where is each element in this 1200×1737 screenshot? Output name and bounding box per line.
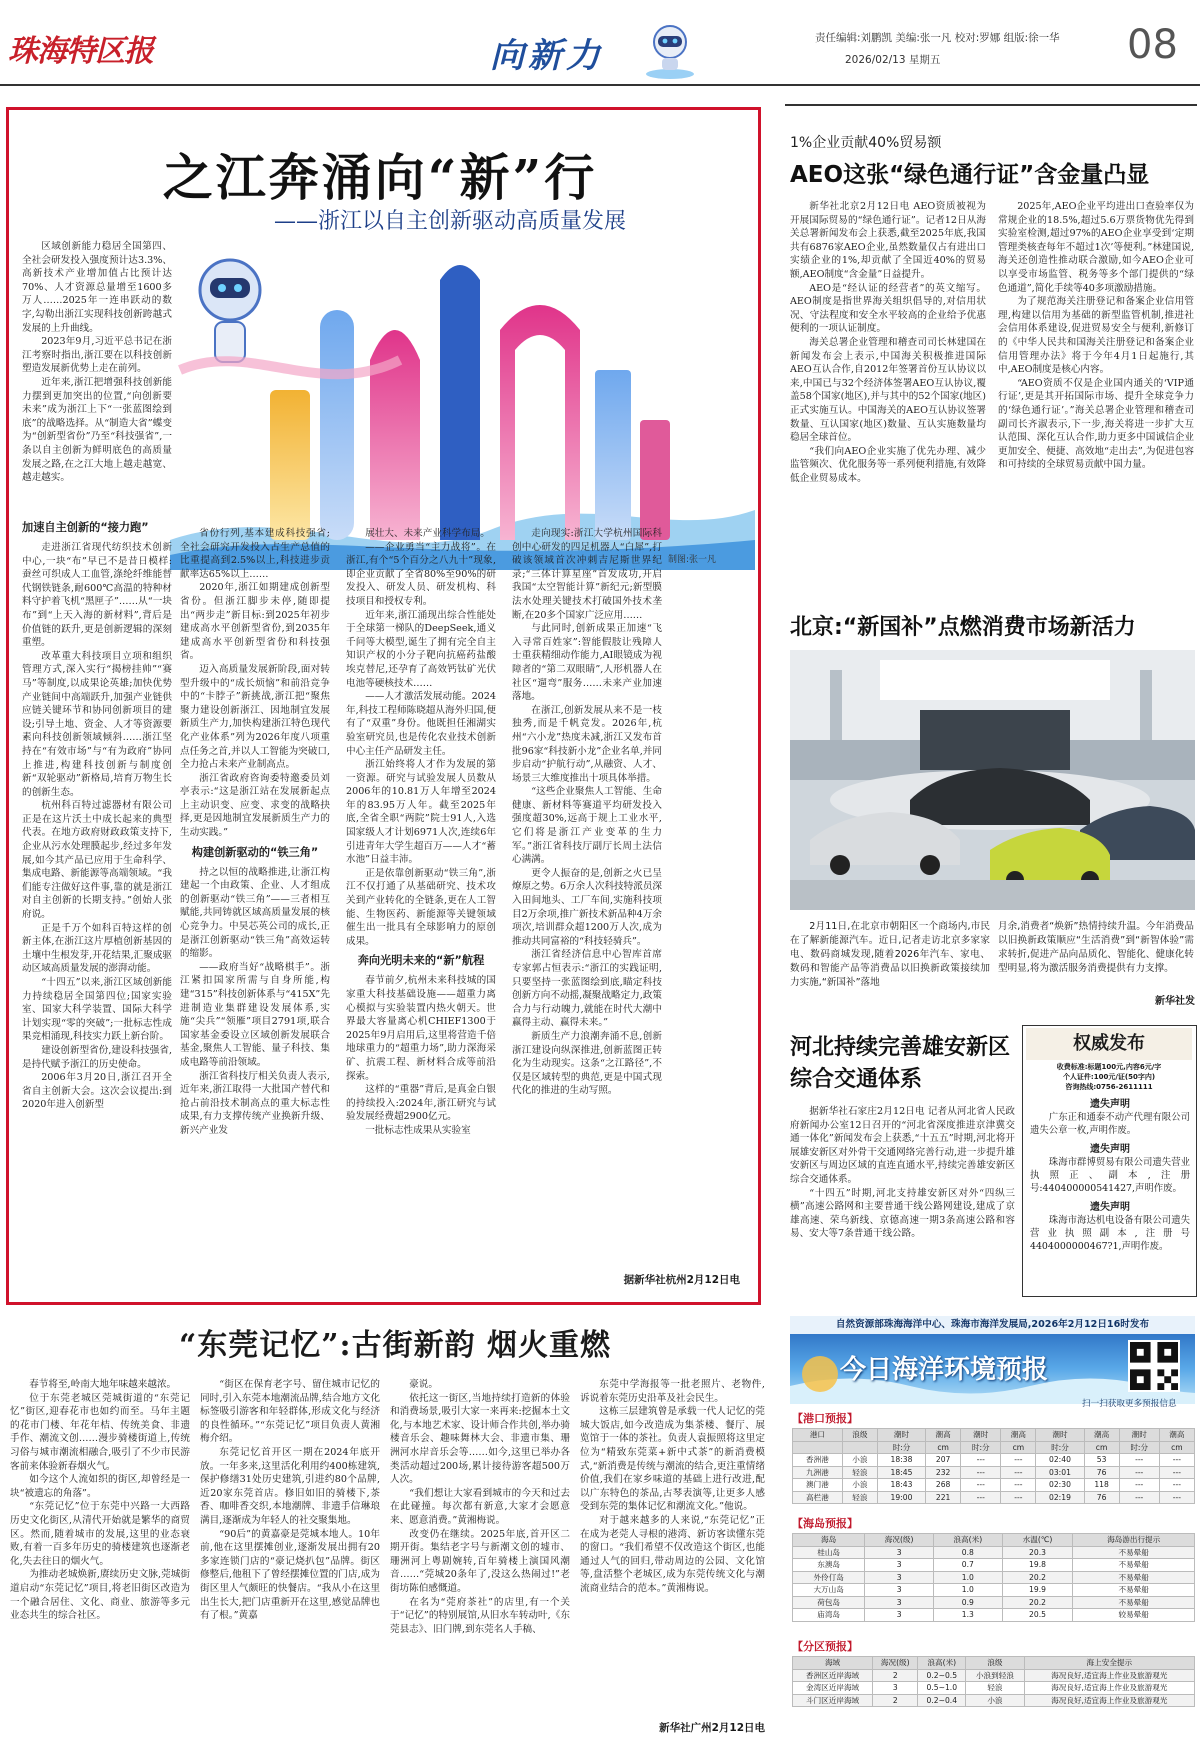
table-cell: 2 — [873, 1694, 918, 1707]
table-header-cell: 海岛 — [793, 1534, 865, 1547]
table-cell: 221 — [926, 1491, 961, 1504]
table-cell: 76 — [1084, 1466, 1119, 1479]
table-cell: 小浪 — [842, 1454, 877, 1467]
robot-icon — [640, 18, 700, 80]
beijing-caption-1: 2月11日,在北京市朝阳区一个商场内,市民在了解新能源汽车。近日,记者走访北京多家家电、数码商城发现,随着2026年汽车、家电、数码和智能产品等消费品以旧换新政策接续加力实施,“新国补”落地 — [790, 921, 990, 988]
table-cell: --- — [961, 1466, 1001, 1479]
issue-date: 2026/02/13 星期五 — [845, 54, 941, 66]
beijing-byline: 新华社发 — [1155, 996, 1195, 1007]
table-cell: 268 — [926, 1479, 961, 1492]
zone-forecast-table — [792, 1656, 1195, 1707]
beijing-headline: 北京:“新国补”点燃消费市场新活力 — [790, 615, 1136, 640]
table-cell: --- — [961, 1479, 1001, 1492]
table-cell: 不易晕船 — [1073, 1546, 1195, 1559]
table-cell: 3 — [865, 1584, 934, 1597]
table-cell: 19.8 — [1002, 1559, 1073, 1572]
table-cell: 九洲港 — [793, 1466, 843, 1479]
feature-dateline: 据新华社杭州2月12日电 — [623, 1274, 740, 1286]
dongguan-column-3: 豪说。 依托这一街区,当地持续打造新的体验和消费场景,吸引大家一来再来:挖掘本土文化,与本地艺术家、设计师合作共创,举办骑楼音乐会、趣味舞林大会、非遗市集、珊洲河水岸音乐会等……如今,这里已举办各类活动超过200场,累计接待游客超500万人次。 “我们想让大家看到城市的今天和过去在此碰撞。每次都有新意,大家才会愿意来、愿意消费。”黄湘梅说。 改变仍在继续。2025年底,首开区二期开街。集结老字号与新潮文创的墟市、珊洲河上粤剧婉转,百年骑楼上演国风潮音……“莞城20条年了,没这么热闹过!”老街坊陈伯感慨道。 在名为“莞府茶社”的店里,有一个关于“记忆”的特别展馆,从旧水车转动叶,《东莞县志》、旧门牌,到东莞名人手稿、 — [390, 1379, 570, 1635]
table-cell: 荷包岛 — [793, 1596, 865, 1609]
aeo-column-2: 2025年,AEO企业平均进出口查验率仅为常规企业的18.5%,超过5.6万票货物优先得到实验室检测,超过97%的AEO企业享受到‘定期管理类核查每年不超过1次’等便利。”林建国说,海关还创造性推动联合激励,如今AEO企业可以享受市场监管、税务等多个部门提供的“绿色通道”,简化手续等40多项激励措施。 为了规范海关注册登记和备案企业信用管理,构建以信用为基础的新型监管机制,推进社会信用体系建设,促进贸易安全与便利,新修订的《中华人民共和国海关注册登记和备案企业信用管理办法》将于今年4月1日起施行,其中,AEO制度是核心内容。 “AEO资质不仅是企业国内通关的‘VIP通行证’,更是其开拓国际市场、提升全球竞争力的‘绿色通行证’。”海关总署企业管理和稽查司副司长齐淑表示,下一步,海关将进一步扩大互认范围、深化互认合作,助力更多中国诚信企业更加安全、便捷、高效地“走出去”,为促进包容和可持续的全球贸易贡献中国力量。 — [998, 201, 1194, 471]
page-number: 08 — [1127, 22, 1178, 68]
table-row — [793, 1694, 1195, 1707]
dongguan-column-2: “街区在保育老字号、留住城市记忆的同时,引入东莞本地潮流品牌,结合地方文化标签吸引游客和年轻群体,形成文化与经济的良性循环。”“东莞记忆”项目负责人黄湘梅介绍。 东莞记忆首开区一期在2024年底开放。一年多来,这里活化利用约400栋建筑,保护修缮31处历史建筑,引进约80个品牌,近20家东莞首店。修旧如旧的骑楼下,茶香、咖啡香交织,本地潮牌、非遗手信琳琅满目,逐渐成为年轻人的社交聚集地。 “90后”的黄嘉豪是莞城本地人。10年前,他在这里摆摊创业,逐渐发展出拥有20多家连锁门店的“豪记烧扒包”品牌。街区修整后,他租下了曾经摆摊位置的门店,成为街区里人气颇旺的快餐店。“我从小在这里出生长大,把门店重新开在这里,感觉品牌也有了根。”黄嘉 — [200, 1379, 380, 1622]
port-forecast-table — [792, 1428, 1195, 1504]
port-forecast-label: 【港口预报】 — [792, 1412, 858, 1425]
section-heading: 构建创新驱动的“铁三角” — [191, 845, 319, 859]
header-divider — [0, 84, 1200, 86]
table-header-cell: 浪级 — [966, 1657, 1024, 1670]
table-cell: --- — [1001, 1491, 1036, 1504]
table-row — [793, 1479, 1195, 1492]
table-cell: 东澳岛 — [793, 1559, 865, 1572]
table-header-cell: 潮时 — [961, 1429, 1001, 1442]
table-cell: 轻浪 — [966, 1682, 1024, 1695]
table-cell: 232 — [926, 1466, 961, 1479]
table-row — [793, 1669, 1195, 1682]
table-cell: 18:45 — [877, 1466, 925, 1479]
aeo-headline: AEO这张“绿色通行证”含金量凸显 — [790, 162, 1150, 188]
table-cell: 海况良好,适宜海上作业及旅游观光 — [1024, 1694, 1194, 1707]
table-header-cell: cm — [1084, 1441, 1119, 1454]
table-cell: --- — [1159, 1454, 1194, 1467]
table-cell: 不易晕船 — [1073, 1559, 1195, 1572]
qr-code-icon[interactable] — [1128, 1340, 1180, 1392]
table-row — [793, 1584, 1195, 1597]
table-cell: 20.2 — [1002, 1571, 1073, 1584]
feature-column-4: 走向现实:浙江大学杭州国际科创中心研发的四足机器人“白犀”,打破该领域首次冲刺吉尼斯世界纪录;“三体计算星座”首发成功,开启我国“太空智能计算”新纪元;新型膜法水处理关键技术打破国外技术垄断,在20多个国家广泛应用…… 与此同时,创新成果正加速“飞入寻常百姓家”:智能假肢让残障人士重获精细动作能力,AI眼镜成为视障者的“第二双眼睛”,人形机器人在社区“遛弯”服务……未来产业加速落地。 在浙江,创新发展从来不是一枝独秀,而是千帆竞发。2026年,杭州“六小龙”热度未减,浙江又发布首批96家“科技新小龙”企业名单,并同步启动“护航行动”,从融资、人才、场景三大维度推出十项具体举措。 “这些企业聚焦人工智能、生命健康、新材料等赛道平均研发投入强度超30%,远高于规上工业水平,它们将是浙江产业变革的生力军。”浙江省科技厅副厅长周土法信心满满。 更令人振奋的是,创新之火已呈燎原之势。6万余人次科技特派员深入田间地头、工厂车间,实施科技项目2万余项,推广新技术新品种4万余项次,培训群众超1200万人次,成为推动共同富裕的“科技轻骑兵”。 浙江省经济信息中心智库首席专家郭占恒表示:“浙江的实践证明,只要坚持一张蓝图绘到底,瞄定科技创新方向不动摇,凝聚战略定力,政策合力与行动魄力,就能在时代大潮中赢得主动、赢得未来。” 新质生产力浪潮奔涌不息,创新浙江建设向纵深推进,创新蓝图正转化为生动现实。这条“之江路径”,不仅是区域转型的典范,更是中国式现代化的推进的生动写照。 — [512, 528, 662, 1097]
table-header-cell: 潮高 — [926, 1429, 961, 1442]
table-cell: 20.3 — [1002, 1546, 1073, 1559]
table-cell: 小浪 — [966, 1694, 1024, 1707]
dongguan-dateline: 新华社广州2月12日电 — [659, 1722, 765, 1734]
table-cell: 斗门区近岸海域 — [793, 1694, 873, 1707]
table-cell: --- — [1159, 1466, 1194, 1479]
table-row — [793, 1609, 1195, 1622]
masthead-logo: 珠海特区报 — [8, 34, 153, 69]
table-cell: 0.2~0.5 — [918, 1669, 966, 1682]
table-cell: 3 — [865, 1546, 934, 1559]
table-header-cell: 浪高(米) — [933, 1534, 1002, 1547]
table-cell: 小浪 — [842, 1479, 877, 1492]
table-cell: --- — [961, 1454, 1001, 1467]
island-forecast-label: 【海岛预报】 — [792, 1517, 858, 1530]
table-cell: 海况良好,适宜海上作业及旅游观光 — [1024, 1669, 1194, 1682]
table-cell: 18:43 — [877, 1479, 925, 1492]
table-cell: 02:40 — [1036, 1454, 1084, 1467]
feature-intro: 区域创新能力稳居全国第四、全社会研发投入强度预计达3.3%、高新技术产业增加值占比预计达70%、人才资源总量增至1600多万人……2025年一连串跃动的数字,勾勒出浙江实现科技创新跨越式发展的上升曲线。 2023年9月,习近平总书记在浙江考察时指出,浙江要在以科技创新塑造发展新优势上走在前列。 近年来,浙江把增强科技创新能力摆到更加突出的位置,“向创新要未来”成为浙江上下“一张蓝图绘到底”的战略选择。从“制造大省”蝶变为“创新型省份”乃至“科技强省”,一条以自主创新为鲜明底色的高质量发展之路,在之江大地上越走越宽、越走越实。 — [22, 241, 172, 484]
hebei-headline: 河北持续完善雄安新区综合交通体系 — [790, 1035, 1011, 1092]
table-row — [793, 1454, 1195, 1467]
table-header-cell: 时:分 — [1036, 1441, 1084, 1454]
table-cell: 20.2 — [1002, 1596, 1073, 1609]
table-cell: --- — [961, 1491, 1001, 1504]
table-cell: 02:30 — [1036, 1479, 1084, 1492]
table-cell: 桂山岛 — [793, 1546, 865, 1559]
section-heading: 奔向光明未来的“新”航程 — [357, 954, 485, 968]
table-cell: --- — [1119, 1466, 1159, 1479]
beijing-caption-2: 月余,消费者“焕新”热情持续升温。今年消费品以旧换新政策顺应“生活消费”到“新智体验”需求转折,促进产品向品质化、智能化、健康化转型明显,将为激活服务消费提供有力支撑。 — [998, 921, 1194, 974]
notices-pricing: 收费标准:标题100元,内容6元/字 个人证件:100元/证(50字内) 咨询热线:0756-2611111 — [1056, 1063, 1162, 1091]
feature-subheadline: ——浙江以自主创新驱动高质量发展 — [273, 209, 626, 234]
island-forecast-table — [792, 1533, 1195, 1622]
table-cell: 02:19 — [1036, 1491, 1084, 1504]
table-header-cell: 浪高(米) — [918, 1657, 966, 1670]
table-cell: --- — [1001, 1479, 1036, 1492]
table-row — [793, 1559, 1195, 1572]
table-cell: 118 — [1084, 1479, 1119, 1492]
table-cell: 76 — [1084, 1491, 1119, 1504]
table-header-cell: 潮时 — [1119, 1429, 1159, 1442]
table-header-cell: 时:分 — [877, 1441, 925, 1454]
table-cell: 3 — [865, 1571, 934, 1584]
table-cell: 0.5~1.0 — [918, 1682, 966, 1695]
table-header-cell: 海况(级) — [865, 1534, 934, 1547]
section-name: 向新力 — [490, 36, 604, 76]
table-cell: --- — [1159, 1479, 1194, 1492]
table-row — [793, 1571, 1195, 1584]
table-header-cell: 水温(℃) — [1002, 1534, 1073, 1547]
aeo-kicker: 1%企业贡献40%贸易额 — [790, 135, 942, 151]
notice-item: 遗失声明 珠海市海达机电设备有限公司遗失营业执照副本,注册号4404000000467?1,声明作废。 — [1030, 1202, 1190, 1252]
table-cell: 不易晕船 — [1073, 1584, 1195, 1597]
feature-headline: 之江奔涌向“新”行 — [162, 148, 598, 207]
table-row — [793, 1546, 1195, 1559]
table-cell: 轻浪 — [842, 1466, 877, 1479]
aeo-column-1: 新华社北京2月12日电 AEO资质被视为开展国际贸易的“绿色通行证”。记者12日从海关总署新闻发布会上获悉,截至2025年底,我国共有6876家AEO企业,虽然数量仅占有进出口实绩企业的1%,却贡献了全国近40%的贸易额,AEO制度“含金量”日益提升。 AEO是“经认证的经营者”的英文缩写。AEO制度是指世界海关组织倡导的,对信用状况、守法程度和安全水平较高的企业给予优惠便利的一项认证制度。 海关总署企业管理和稽查司司长林建国在新闻发布会上表示,中国海关积极推进国际AEO互认合作,自2012年签署首份互认协议以来,中国已与32个经济体签署AEO互认协议,覆盖58个国家(地区),并与其中的52个国家(地区)正式实施互认。中国海关的AEO互认协议签署数量、互认国家(地区)数量、互认实施数量均稳居全球首位。 “我们向AEO企业实施了优先办理、减少监管频次、优化服务等一系列便利措施,有效降低企业贸易成本。 — [790, 201, 986, 484]
column-divider — [785, 104, 1197, 106]
dongguan-column-4: 东莞中学海报等一批老照片、老物件,诉说着东莞历史沿革及社会民生。 这栋三层建筑曾是承载一代人记忆的莞城大饭店,如今改造成为集茶楼、餐厅、展览馆于一体的茶社。负责人袁振照将这里定位为“精致东莞菜+新中式茶”的新消费模式,“新消费是传统与潮流的结合,更注重情绪价值,我们在家乡味道的基础上进行改进,配以广东特色的茶品,古琴表演等,让更多人感受到东莞的集体记忆和潮流文化。”他说。 对于越来越多的人来说,“东莞记忆”正在成为老莞人寻根的港湾、新访客读懂东莞的窗口。“我们希望不仅改造这个街区,也能通过人气的回归,带动周边的公园、文化馆等,盘活整个老城区,成为东莞传统文化与潮流商业结合的范本。”黄湘梅说。 — [580, 1379, 765, 1594]
table-cell: 3 — [865, 1559, 934, 1572]
auto-show-photo — [790, 650, 1195, 910]
feature-column-1: 加速自主创新的“接力跑” 走进浙江省现代纺织技术创新中心,一块“布”早已不是昔日模样:蚕丝可织成人工血管,涤纶纤维能替代钢铁链条,耐600℃高温的特种材料守护着飞机“黑匣子”……从“一块布”到“上天入海的新材料”,背后是价值链的跃升,更是创新逻辑的深刻重塑。 改革重大科技项目立项和组织管理方式,深入实行“揭榜挂帅”“赛马”等制度,以成果论英雄;加快优势产业链间中高端跃升,加强产业链供应链关键环节和协同创新项目的建设;引导土地、资金、人才等资源要素向科技创新领域倾斜……浙江坚持在“有效市场”与“有为政府”协同上推进,构建科技创新与制度创新“双轮驱动”新格局,培育万物生长的创新生态。 杭州科百特过滤器材有限公司正是在这片沃土中成长起来的典型代表。在地方政府财政政策支持下,企业从污水处理膜起步,经过多年发展,如今其产品已应用于生命科学、集成电路、新能源等高端领域。“我们能专注做好这件事,靠的就是浙江对自主创新的长期支持。”创始人张府说。 正是千万个如科百特这样的创新主体,在浙江这片厚植创新基因的土壤中生根发芽,开花结果,汇聚成驱动区域高质量发展的澎湃动能。 “十四五”以来,浙江区域创新能力持续稳居全国第四位;国家实验室、国家大科学装置、国际大科学计划实现“零的突破”;一批标志性成果竞相涌现,科技实力跃上新台阶。 建设创新型省份,建设科技强省,是持代赋予浙江的历史使命。 2006年3月20日,浙江召开全省自主创新大会。这次会议提出:到2020年进入创新型 — [22, 515, 172, 1295]
table-cell: 2 — [873, 1669, 918, 1682]
table-cell: 澳门港 — [793, 1479, 843, 1492]
table-header-cell: 港口 — [793, 1429, 843, 1442]
table-header-cell — [842, 1441, 877, 1454]
table-header-cell: cm — [926, 1441, 961, 1454]
table-header-cell: 海上安全提示 — [1024, 1657, 1194, 1670]
table-cell: 大万山岛 — [793, 1584, 865, 1597]
table-cell: --- — [1159, 1491, 1194, 1504]
feature-column-2: 省份行列,基本建成科技强省;全社会研究开发投入占生产总值的比重提高到2.5%以上,科技进步贡献率达65%以上…… 2020年,浙江如期建成创新型省份。但浙江脚步未停,随即提出“两步走”新目标:到2025年初步建成高水平创新型省份,到2035年建成高水平创新型省份和科技强省。 迈入高质量发展新阶段,面对转型升级中的“成长烦恼”和前沿竞争中的“卡脖子”新挑战,浙江把“聚焦聚力建设创新浙江、因地制宜发展新质生产力,加快构建浙江特色现代化产业体系”列为2026年度八项重点任务之首,并以人工智能为突破口,全力抢占未来产业制高点。 浙江省政府咨询委特邀委员刘亭表示:“这是浙江站在发展新起点上主动识变、应变、求变的战略抉择,更是因地制宜发展新质生产力的生动实践。” 构建创新驱动的“铁三角” 持之以恒的战略推进,让浙江构建起一个由政策、企业、人才组成的创新驱动“铁三角”——三者相互赋能,共同铸就区域高质量发展的核心竞争力。中昊芯英公司的成长,正是浙江创新驱动“铁三角”高效运转的缩影。 ——政府当好“战略棋手”。浙江紧扣国家所需与自身所能,构建“315”科技创新体系与“415X”先进制造业集群建设发展体系,实施“尖兵”“领雁”项目2791项,联合国家基金委设立区域创新发展联合基金,聚焦人工智能、量子科技、集成电路等前沿领域。 浙江省科技厅相关负责人表示,近年来,浙江取得一大批国产替代和抢占前沿技术制高点的重大标志性成果,有力支撑传统产业换新升级、新兴产业发 — [180, 528, 330, 1136]
notices-header: 权威发布 — [1026, 1028, 1192, 1060]
table-cell: 1.0 — [933, 1584, 1002, 1597]
table-cell: 20.5 — [1002, 1609, 1073, 1622]
zone-forecast-label: 【分区预报】 — [792, 1640, 858, 1653]
hebei-body: 据新华社石家庄2月12日电 记者从河北省人民政府新闻办公室12日召开的“河北省深度推进京津冀交通一体化”新闻发布会上获悉,“十五五”时期,河北将开展雄安新区对外骨干交通网络完善行动,进一步提升雄安新区与周边区域的直连直通水平,持续完善雄安新区综合交通体系。 “十四五”时期,河北支持雄安新区对外“四纵三横”高速公路网和主要普通干线公路网建设,建成了京雄高速、荣乌新线、京德高速一期3条高速公路和容易、安大等7条普通干线公路。 — [790, 1106, 1015, 1240]
table-header-cell: 潮高 — [1159, 1429, 1194, 1442]
table-cell: 0.9 — [933, 1596, 1002, 1609]
table-cell: 香洲港 — [793, 1454, 843, 1467]
table-cell: --- — [1119, 1454, 1159, 1467]
table-cell: 53 — [1084, 1454, 1119, 1467]
feature-column-3: 展壮大、未来产业科学布局。 ——企业勇当“主力战将”。在浙江,有个“5个百分之八九十”现象,即企业贡献了全省80%至90%的研发投入、研发人员、研发机构、科技项目和授权专利。 近年来,浙江涌现出综合性能处于全球第一梯队的DeepSeek,通义千问等大模型,诞生了拥有完全自主知识产权的小分子靶向抗癌药盐酸埃克替尼,还孕育了高效钙钛矿光伏电池等硬核技术…… ——人才激活发展动能。2024年,科技工程师陈晓超从海外归国,便有了“双重”身份。他既担任湘湖实验室研究员,也是传化农业技术创新中心主任产品研发主任。 浙江始终将人才作为发展的第一资源。研究与试验发展人员数从2006年的10.81万人年增至2024年的83.95万人年。截至2025年底,全省全职“两院”院士91人,入选国家级人才计划6971人次,连续6年引进青年大学生超百万——人才“蓄水池”日益丰沛。 正是依靠创新驱动“铁三角”,浙江不仅打通了从基础研究、技术攻关到产业转化的全链条,更在人工智能、生物医药、新能源等关键领域催生出一批具有全球影响力的原创成果。 奔向光明未来的“新”航程 春节前夕,杭州未来科技城的国家重大科技基础设施——超重力离心模拟与实验装置内热火朝天。世界最大容量离心机CHIEF1300于2025年9月启用后,这里将营造千倍地球重力的“超重力场”,助力深海采矿、抗震工程、新材料合成等前沿探索。 这样的“重器”背后,是真金白银的持续投入:2024年,浙江研究与试验发展经费超2900亿元。 一批标志性成果从实验室 — [346, 528, 496, 1136]
table-header-cell: 时:分 — [1119, 1441, 1159, 1454]
table-cell: 0.2~0.4 — [918, 1694, 966, 1707]
dongguan-headline: “东莞记忆”:古街新韵 烟火重燃 — [178, 1328, 612, 1363]
table-cell: 较易晕船 — [1073, 1609, 1195, 1622]
table-row — [793, 1491, 1195, 1504]
table-cell: 海况良好,适宜海上作业及旅游观光 — [1024, 1682, 1194, 1695]
table-header-cell: 浪级 — [842, 1429, 877, 1442]
table-cell: 庙湾岛 — [793, 1609, 865, 1622]
table-header-cell: 时:分 — [961, 1441, 1001, 1454]
table-header-cell: 海域 — [793, 1657, 873, 1670]
notice-item: 遗失声明 广东正和通泰不动产代理有限公司遗失公章一枚,声明作废。 — [1030, 1099, 1190, 1136]
table-cell: 03:01 — [1036, 1466, 1084, 1479]
qr-caption: 扫一扫获取更多预报信息 — [1082, 1399, 1177, 1409]
table-cell: --- — [1119, 1491, 1159, 1504]
table-cell: 0.8 — [933, 1546, 1002, 1559]
dongguan-column-1: 春节将至,岭南大地年味越来越浓。 位于东莞老城区莞城街道的“东莞记忆”街区,迎春花市也如约而至。马年主题的花市门楼、年花年桔、传统美食、非遗手作、潮流文创……漫步骑楼街道上,传统习俗与城市潮流相融合,吸引了不少市民游客前来体验新春烟火气。 如今这个人流如织的街区,却曾经是一块“被遗忘的角落”。 “东莞记忆”位于东莞中兴路一大西路历史文化街区,从清代开始就是繁华的商贸区。然而,随着城市的发展,这里的业态衰败,有着一百多年历史的骑楼建筑也逐渐老化,失去往日的烟火气。 为推动老城焕新,赓续历史文脉,莞城街道启动“东莞记忆”项目,将老旧街区改造为一个融合居住、文化、商业、旅游等多元业态共生的综合社区。 — [10, 1379, 190, 1622]
table-cell: 香洲区近岸海域 — [793, 1669, 873, 1682]
section-heading: 加速自主创新的“接力跑” — [22, 521, 149, 534]
table-header-cell: 海岛游出行提示 — [1073, 1534, 1195, 1547]
table-cell: 3 — [873, 1682, 918, 1695]
forecast-agency: 自然资源部珠海海洋中心、珠海市海洋发展局,2026年2月12日16时发布 — [790, 1316, 1195, 1334]
editor-credits: 责任编辑:刘鹏凯 美编:张一凡 校对:罗娜 组版:徐一华 — [815, 32, 1060, 44]
table-cell: 不易晕船 — [1073, 1596, 1195, 1609]
table-cell: 高栏港 — [793, 1491, 843, 1504]
table-cell: --- — [1001, 1454, 1036, 1467]
table-cell: 3 — [865, 1609, 934, 1622]
table-cell: 1.0 — [933, 1571, 1002, 1584]
table-cell: 207 — [926, 1454, 961, 1467]
table-row — [793, 1596, 1195, 1609]
table-row — [793, 1682, 1195, 1695]
table-header-cell: 潮时 — [1036, 1429, 1084, 1442]
table-cell: 0.7 — [933, 1559, 1002, 1572]
table-cell: 外伶仃岛 — [793, 1571, 865, 1584]
table-header-cell: 潮高 — [1001, 1429, 1036, 1442]
table-cell: 金湾区近岸海域 — [793, 1682, 873, 1695]
table-header-cell: cm — [1001, 1441, 1036, 1454]
table-cell: 轻浪 — [842, 1491, 877, 1504]
table-cell: 19:00 — [877, 1491, 925, 1504]
table-row — [793, 1466, 1195, 1479]
table-header-cell — [793, 1441, 843, 1454]
table-header-cell: 潮时 — [877, 1429, 925, 1442]
table-cell: 不易晕船 — [1073, 1571, 1195, 1584]
table-cell: 19.9 — [1002, 1584, 1073, 1597]
table-cell: 18:38 — [877, 1454, 925, 1467]
table-header-cell: cm — [1159, 1441, 1194, 1454]
feature-illustration — [170, 240, 755, 570]
forecast-title: 今日海洋环境预报 — [840, 1355, 1049, 1385]
table-cell: 1.3 — [933, 1609, 1002, 1622]
table-header-cell: 潮高 — [1084, 1429, 1119, 1442]
table-cell: 小浪到轻浪 — [966, 1669, 1024, 1682]
table-cell: --- — [1119, 1479, 1159, 1492]
table-cell: 3 — [865, 1596, 934, 1609]
table-cell: --- — [1001, 1466, 1036, 1479]
notice-item: 遗失声明 珠海市群博贸易有限公司遗失营业执照正、副本,注册号:440400000541427,声明作废。 — [1030, 1144, 1190, 1194]
table-header-cell: 海况(级) — [873, 1657, 918, 1670]
illustration-credit: 制图:张一凡 — [668, 555, 717, 565]
notices-list — [1030, 1098, 1190, 1253]
